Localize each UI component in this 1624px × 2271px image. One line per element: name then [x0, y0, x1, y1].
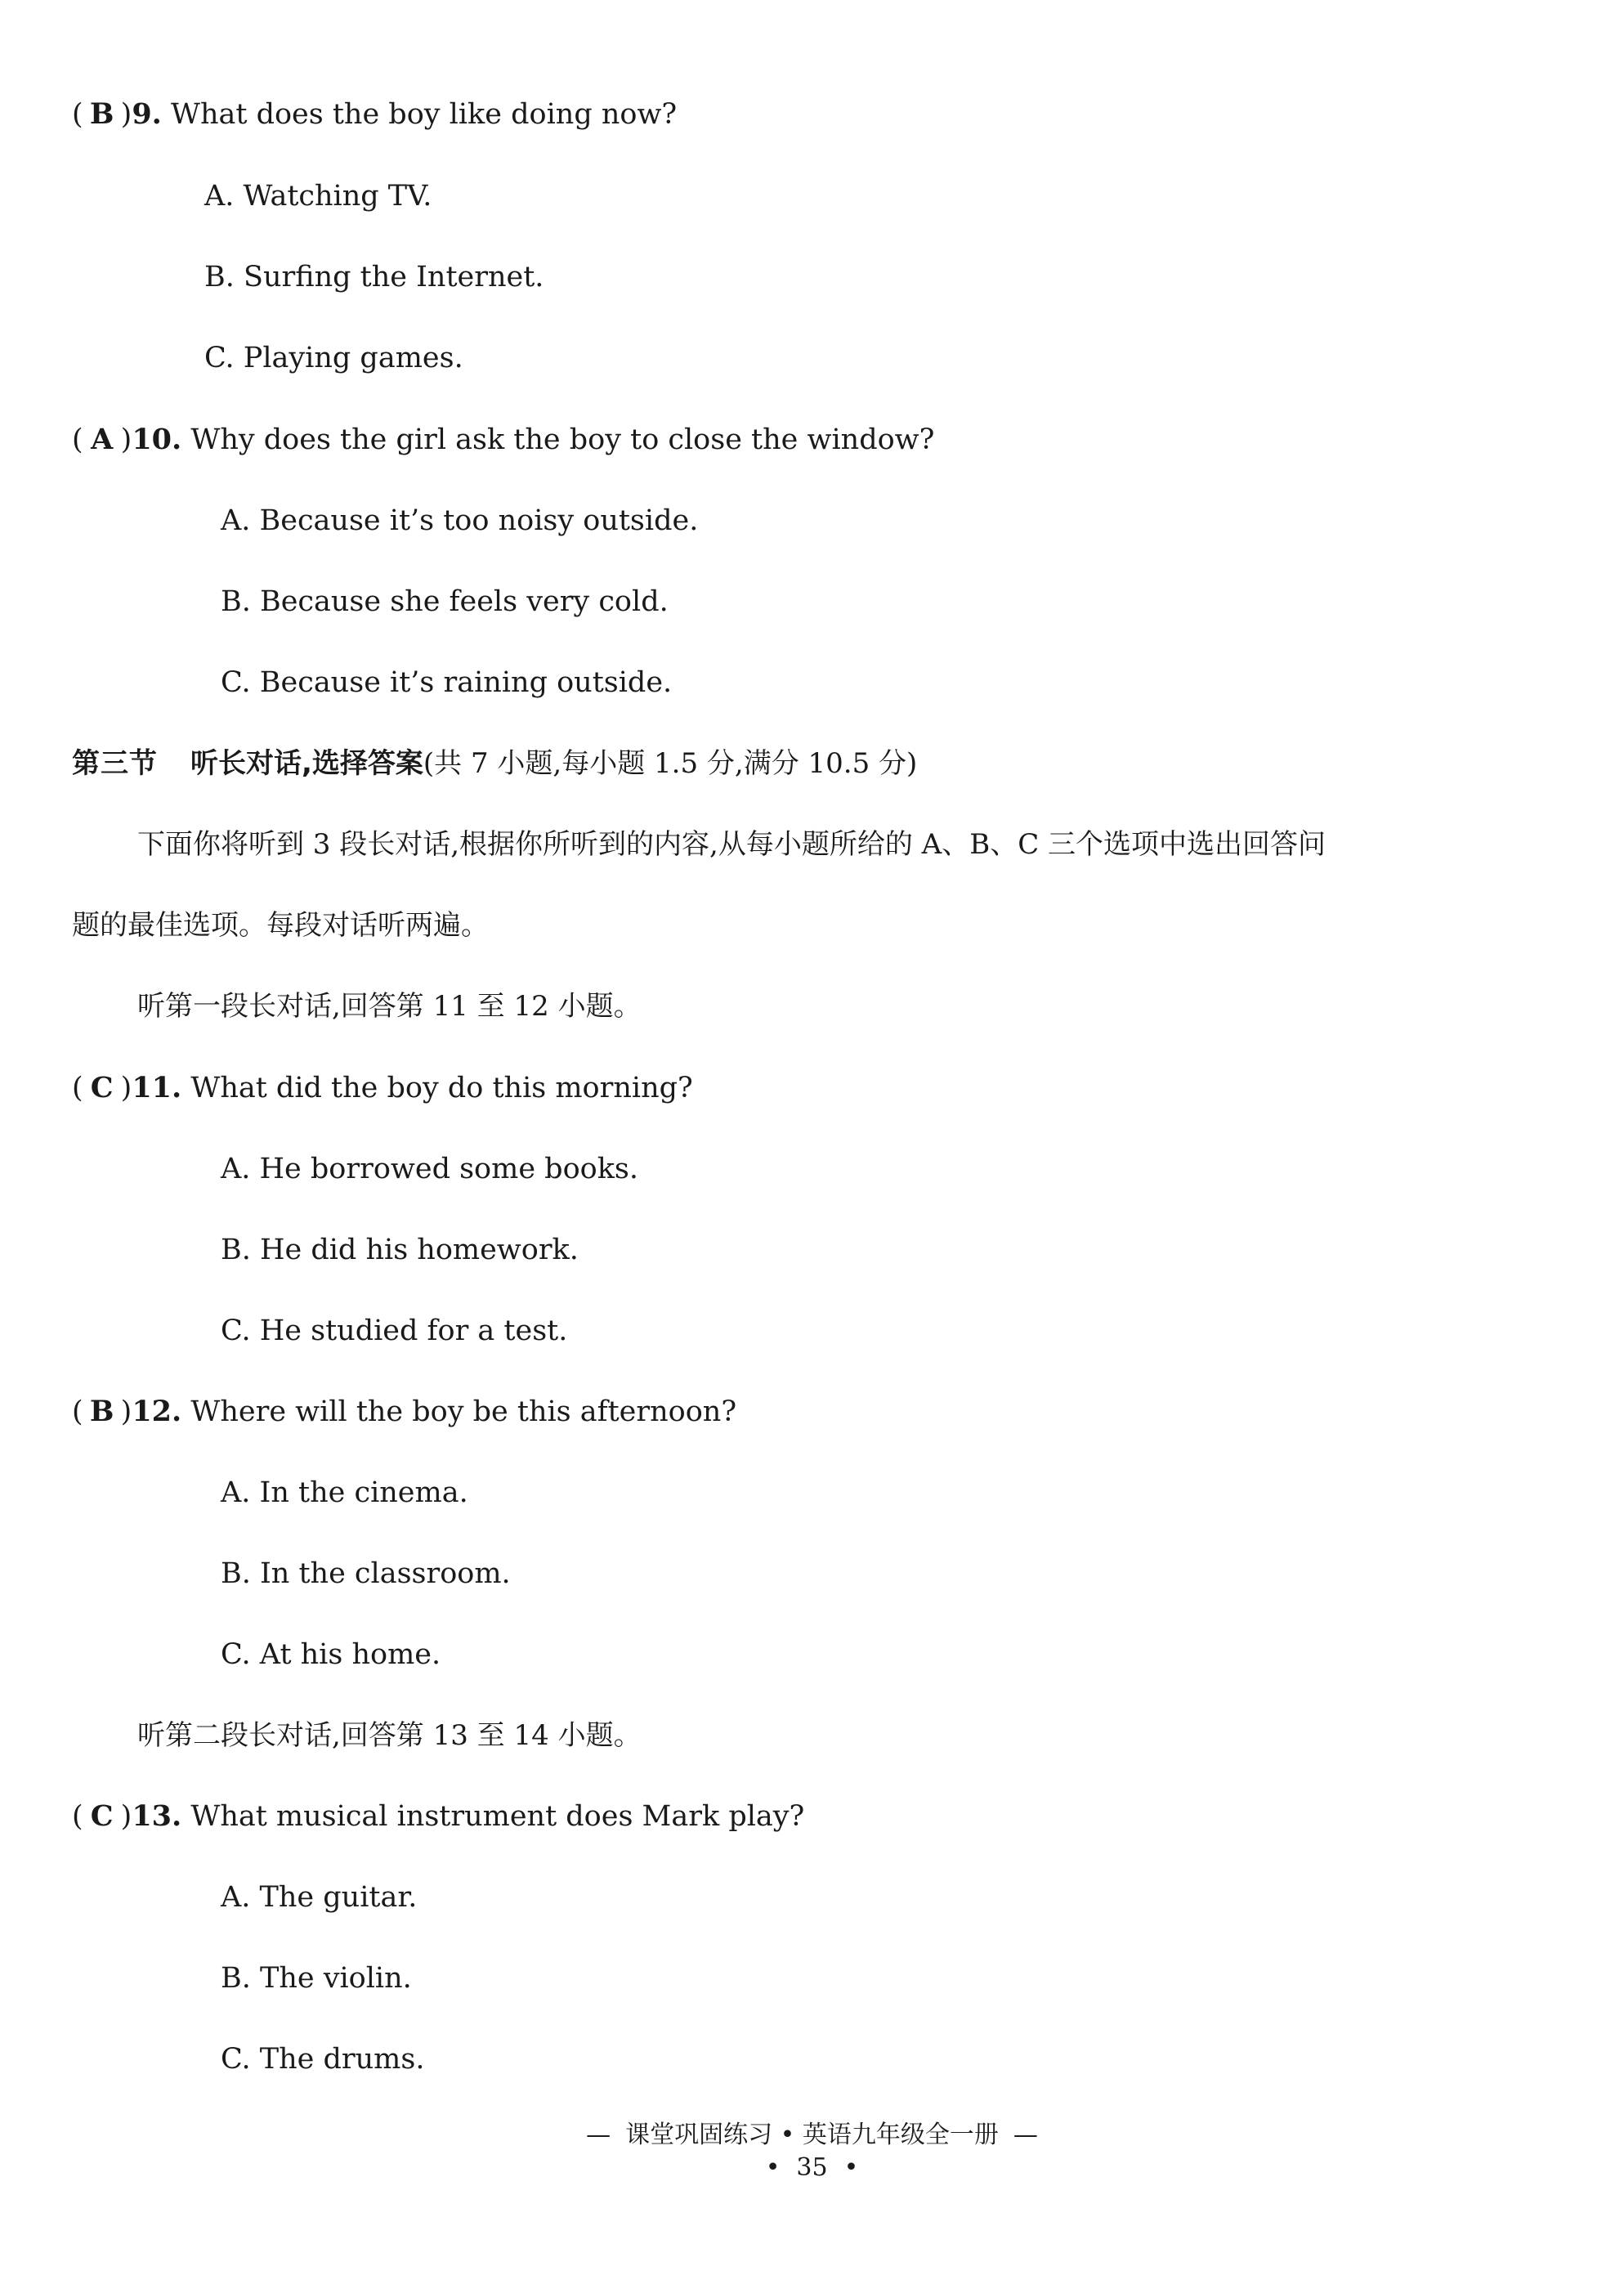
- dialogue-instruction-2: 听第二段长对话,回答第 13 至 14 小题。: [137, 1719, 642, 1752]
- section-heading: 听长对话,选择答案: [190, 747, 423, 780]
- answer-letter: C: [90, 1799, 114, 1833]
- question-text: Where will the boy be this afternoon?: [190, 1395, 737, 1428]
- option-c: C. Because it’s raining outside.: [221, 666, 673, 699]
- answer-paren-right: ): [120, 1800, 132, 1833]
- answer-paren-left: (: [72, 1072, 83, 1104]
- option-c: C. The drums.: [221, 2043, 425, 2076]
- page-dot-right: •: [843, 2153, 859, 2182]
- option-c: C. He studied for a test.: [221, 1315, 568, 1347]
- footer-dash-left: —: [586, 2121, 611, 2149]
- option-a: A. The guitar.: [221, 1881, 418, 1914]
- section-header: [72, 746, 917, 782]
- question-13: [72, 1798, 804, 1834]
- page-dot-left: •: [765, 2153, 781, 2182]
- section-instruction: 下面你将听到 3 段长对话,根据你所听到的内容,从每小题所给的 A、B、C 三个选项中选出回答问: [137, 828, 1326, 861]
- question-11: [72, 1070, 693, 1106]
- page-number: [0, 2153, 1624, 2182]
- option-a: A. Because it’s too noisy outside.: [221, 504, 699, 537]
- option-a: A. Watching TV.: [204, 180, 432, 213]
- answer-letter: C: [90, 1071, 114, 1104]
- answer-paren-right: ): [120, 423, 132, 456]
- answer-paren-right: ): [120, 98, 132, 131]
- section-title: 第三节: [72, 747, 158, 780]
- section-note: (共 7 小题,每小题 1.5 分,满分 10.5 分): [423, 747, 918, 780]
- answer-letter: B: [89, 1395, 114, 1428]
- option-b: B. Because she feels very cold.: [221, 585, 669, 618]
- answer-paren-right: ): [120, 1072, 132, 1104]
- answer-paren-left: (: [72, 98, 83, 131]
- option-c: C. At his home.: [221, 1638, 441, 1671]
- option-c: C. Playing games.: [204, 342, 463, 374]
- question-number: 10.: [132, 423, 182, 456]
- question-number: 9.: [132, 97, 162, 131]
- answer-letter: A: [91, 423, 114, 456]
- answer-paren-left: (: [72, 423, 83, 456]
- option-a: A. In the cinema.: [221, 1476, 468, 1509]
- footer-book-title: 课堂巩固练习 • 英语九年级全一册: [625, 2121, 999, 2149]
- question-text: Why does the girl ask the boy to close the window?: [190, 423, 935, 456]
- question-12: [72, 1394, 736, 1430]
- question-number: 12.: [132, 1395, 182, 1428]
- question-10: [72, 422, 934, 458]
- answer-paren-left: (: [72, 1395, 83, 1428]
- option-b: B. The violin.: [221, 1962, 412, 1995]
- question-9: [72, 96, 677, 132]
- answer-paren-right: ): [120, 1395, 132, 1428]
- page-number-value: 35: [796, 2153, 828, 2182]
- option-b: B. Surfing the Internet.: [204, 261, 544, 293]
- answer-letter: B: [89, 97, 114, 131]
- answer-paren-left: (: [72, 1800, 83, 1833]
- option-b: B. In the classroom.: [221, 1557, 511, 1590]
- option-b: B. He did his homework.: [221, 1234, 579, 1266]
- footer-dash-right: —: [1013, 2121, 1038, 2149]
- question-number: 13.: [132, 1799, 182, 1833]
- question-number: 11.: [132, 1071, 182, 1104]
- footer-title: [0, 2114, 1624, 2150]
- question-text: What does the boy like doing now?: [171, 98, 678, 131]
- section-instruction-cont: 题的最佳选项。每段对话听两遍。: [72, 909, 489, 942]
- option-a: A. He borrowed some books.: [221, 1153, 639, 1185]
- question-text: What musical instrument does Mark play?: [190, 1800, 805, 1833]
- dialogue-instruction-1: 听第一段长对话,回答第 11 至 12 小题。: [137, 990, 642, 1023]
- question-text: What did the boy do this morning?: [190, 1072, 693, 1104]
